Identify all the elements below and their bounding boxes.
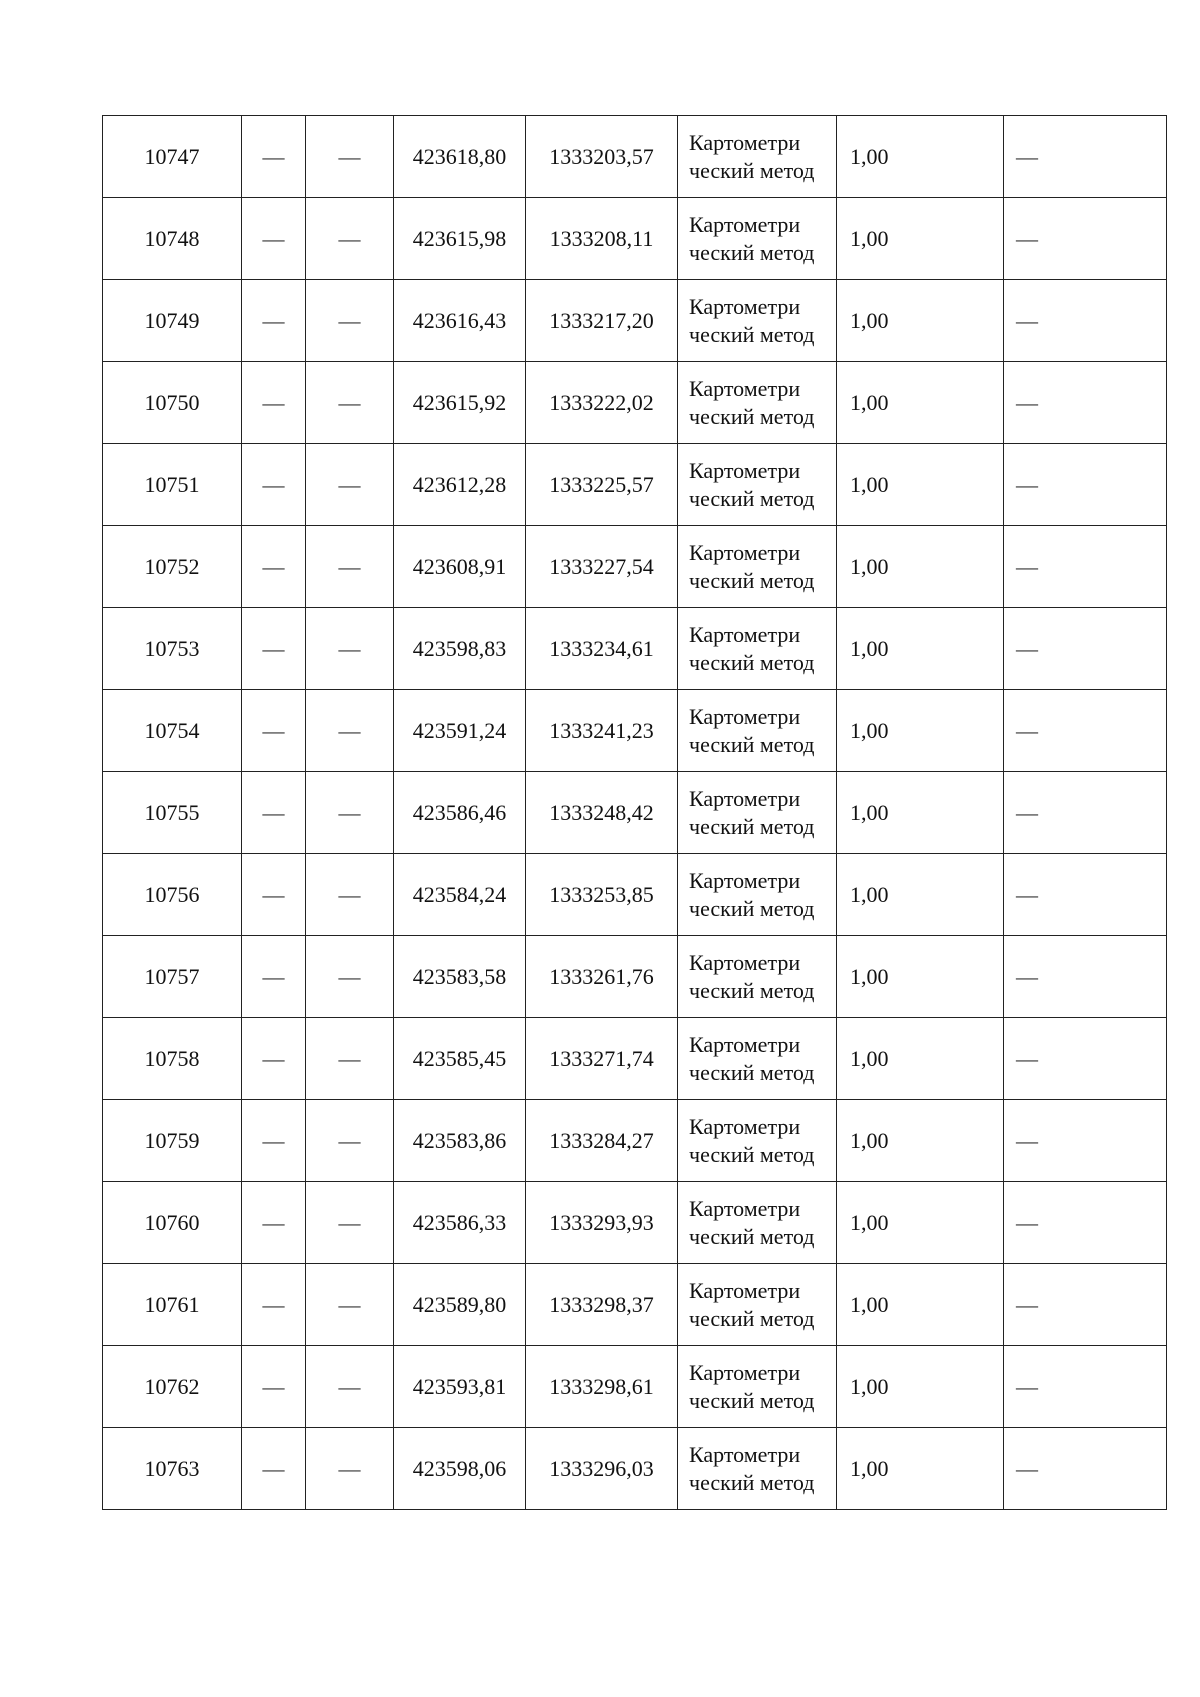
empty-value-cell: — — [306, 1346, 394, 1428]
point-number-cell: 10761 — [103, 1264, 242, 1346]
x-coordinate-cell: 423589,80 — [394, 1264, 526, 1346]
table-row — [103, 1182, 1167, 1264]
method-cell: Картометри ческий метод — [678, 280, 837, 362]
y-coordinate-cell: 1333227,54 — [526, 526, 678, 608]
empty-value-cell: — — [242, 1346, 306, 1428]
method-cell: Картометри ческий метод — [678, 608, 837, 690]
y-coordinate-cell: 1333241,23 — [526, 690, 678, 772]
x-coordinate-cell: 423615,98 — [394, 198, 526, 280]
table-row — [103, 690, 1167, 772]
empty-value-cell: — — [306, 772, 394, 854]
accuracy-cell: 1,00 — [837, 936, 1004, 1018]
empty-value-cell: — — [242, 1264, 306, 1346]
point-number-cell: 10750 — [103, 362, 242, 444]
empty-value-cell: — — [242, 1428, 306, 1510]
y-coordinate-cell: 1333298,61 — [526, 1346, 678, 1428]
point-number-cell: 10758 — [103, 1018, 242, 1100]
empty-value-cell: — — [242, 1182, 306, 1264]
point-number-cell: 10749 — [103, 280, 242, 362]
empty-value-cell: — — [306, 1100, 394, 1182]
empty-value-cell: — — [306, 280, 394, 362]
description-cell: — — [1004, 936, 1167, 1018]
description-cell: — — [1004, 1346, 1167, 1428]
x-coordinate-cell: 423612,28 — [394, 444, 526, 526]
method-cell: Картометри ческий метод — [678, 362, 837, 444]
point-number-cell: 10756 — [103, 854, 242, 936]
accuracy-cell: 1,00 — [837, 854, 1004, 936]
empty-value-cell: — — [242, 608, 306, 690]
empty-value-cell: — — [242, 444, 306, 526]
point-number-cell: 10754 — [103, 690, 242, 772]
empty-value-cell: — — [306, 690, 394, 772]
y-coordinate-cell: 1333208,11 — [526, 198, 678, 280]
description-cell: — — [1004, 116, 1167, 198]
empty-value-cell: — — [306, 526, 394, 608]
table-row — [103, 854, 1167, 936]
method-cell: Картометри ческий метод — [678, 1018, 837, 1100]
empty-value-cell: — — [242, 116, 306, 198]
description-cell: — — [1004, 608, 1167, 690]
point-number-cell: 10757 — [103, 936, 242, 1018]
accuracy-cell: 1,00 — [837, 116, 1004, 198]
empty-value-cell: — — [242, 280, 306, 362]
description-cell: — — [1004, 526, 1167, 608]
empty-value-cell: — — [306, 854, 394, 936]
table-row — [103, 1018, 1167, 1100]
method-cell: Картометри ческий метод — [678, 936, 837, 1018]
accuracy-cell: 1,00 — [837, 362, 1004, 444]
accuracy-cell: 1,00 — [837, 444, 1004, 526]
point-number-cell: 10762 — [103, 1346, 242, 1428]
empty-value-cell: — — [242, 526, 306, 608]
method-cell: Картометри ческий метод — [678, 1264, 837, 1346]
accuracy-cell: 1,00 — [837, 608, 1004, 690]
method-cell: Картометри ческий метод — [678, 1428, 837, 1510]
x-coordinate-cell: 423583,86 — [394, 1100, 526, 1182]
y-coordinate-cell: 1333248,42 — [526, 772, 678, 854]
empty-value-cell: — — [242, 772, 306, 854]
method-cell: Картометри ческий метод — [678, 1346, 837, 1428]
y-coordinate-cell: 1333222,02 — [526, 362, 678, 444]
y-coordinate-cell: 1333293,93 — [526, 1182, 678, 1264]
description-cell: — — [1004, 1264, 1167, 1346]
x-coordinate-cell: 423598,83 — [394, 608, 526, 690]
table-row — [103, 936, 1167, 1018]
empty-value-cell: — — [242, 1018, 306, 1100]
empty-value-cell: — — [306, 116, 394, 198]
empty-value-cell: — — [306, 1428, 394, 1510]
table-row — [103, 526, 1167, 608]
point-number-cell: 10759 — [103, 1100, 242, 1182]
description-cell: — — [1004, 280, 1167, 362]
empty-value-cell: — — [242, 854, 306, 936]
x-coordinate-cell: 423584,24 — [394, 854, 526, 936]
method-cell: Картометри ческий метод — [678, 526, 837, 608]
accuracy-cell: 1,00 — [837, 1264, 1004, 1346]
method-cell: Картометри ческий метод — [678, 772, 837, 854]
accuracy-cell: 1,00 — [837, 526, 1004, 608]
accuracy-cell: 1,00 — [837, 1100, 1004, 1182]
empty-value-cell: — — [242, 198, 306, 280]
description-cell: — — [1004, 1182, 1167, 1264]
y-coordinate-cell: 1333253,85 — [526, 854, 678, 936]
empty-value-cell: — — [306, 444, 394, 526]
table-row — [103, 198, 1167, 280]
empty-value-cell: — — [242, 362, 306, 444]
x-coordinate-cell: 423586,46 — [394, 772, 526, 854]
point-number-cell: 10748 — [103, 198, 242, 280]
accuracy-cell: 1,00 — [837, 1346, 1004, 1428]
table-row — [103, 608, 1167, 690]
x-coordinate-cell: 423615,92 — [394, 362, 526, 444]
empty-value-cell: — — [306, 608, 394, 690]
coordinates-table-body — [103, 116, 1167, 1510]
description-cell: — — [1004, 198, 1167, 280]
description-cell: — — [1004, 854, 1167, 936]
table-row — [103, 1428, 1167, 1510]
point-number-cell: 10747 — [103, 116, 242, 198]
y-coordinate-cell: 1333225,57 — [526, 444, 678, 526]
description-cell: — — [1004, 1018, 1167, 1100]
table-row — [103, 362, 1167, 444]
y-coordinate-cell: 1333261,76 — [526, 936, 678, 1018]
point-number-cell: 10752 — [103, 526, 242, 608]
accuracy-cell: 1,00 — [837, 1018, 1004, 1100]
point-number-cell: 10753 — [103, 608, 242, 690]
point-number-cell: 10751 — [103, 444, 242, 526]
empty-value-cell: — — [306, 362, 394, 444]
point-number-cell: 10760 — [103, 1182, 242, 1264]
accuracy-cell: 1,00 — [837, 198, 1004, 280]
accuracy-cell: 1,00 — [837, 1182, 1004, 1264]
accuracy-cell: 1,00 — [837, 690, 1004, 772]
x-coordinate-cell: 423583,58 — [394, 936, 526, 1018]
description-cell: — — [1004, 1100, 1167, 1182]
y-coordinate-cell: 1333296,03 — [526, 1428, 678, 1510]
empty-value-cell: — — [306, 936, 394, 1018]
y-coordinate-cell: 1333284,27 — [526, 1100, 678, 1182]
description-cell: — — [1004, 1428, 1167, 1510]
x-coordinate-cell: 423585,45 — [394, 1018, 526, 1100]
point-number-cell: 10763 — [103, 1428, 242, 1510]
description-cell: — — [1004, 444, 1167, 526]
table-row — [103, 1100, 1167, 1182]
description-cell: — — [1004, 362, 1167, 444]
method-cell: Картометри ческий метод — [678, 1182, 837, 1264]
empty-value-cell: — — [242, 936, 306, 1018]
empty-value-cell: — — [306, 1264, 394, 1346]
x-coordinate-cell: 423598,06 — [394, 1428, 526, 1510]
y-coordinate-cell: 1333234,61 — [526, 608, 678, 690]
empty-value-cell: — — [306, 198, 394, 280]
x-coordinate-cell: 423586,33 — [394, 1182, 526, 1264]
table-row — [103, 1264, 1167, 1346]
y-coordinate-cell: 1333298,37 — [526, 1264, 678, 1346]
table-row — [103, 280, 1167, 362]
method-cell: Картометри ческий метод — [678, 444, 837, 526]
x-coordinate-cell: 423608,91 — [394, 526, 526, 608]
y-coordinate-cell: 1333203,57 — [526, 116, 678, 198]
description-cell: — — [1004, 772, 1167, 854]
method-cell: Картометри ческий метод — [678, 854, 837, 936]
x-coordinate-cell: 423593,81 — [394, 1346, 526, 1428]
table-row — [103, 116, 1167, 198]
y-coordinate-cell: 1333217,20 — [526, 280, 678, 362]
empty-value-cell: — — [242, 1100, 306, 1182]
table-row — [103, 444, 1167, 526]
x-coordinate-cell: 423591,24 — [394, 690, 526, 772]
empty-value-cell: — — [242, 690, 306, 772]
description-cell: — — [1004, 690, 1167, 772]
accuracy-cell: 1,00 — [837, 772, 1004, 854]
coordinates-table — [102, 115, 1167, 1510]
table-row — [103, 1346, 1167, 1428]
method-cell: Картометри ческий метод — [678, 1100, 837, 1182]
table-row — [103, 772, 1167, 854]
empty-value-cell: — — [306, 1018, 394, 1100]
method-cell: Картометри ческий метод — [678, 690, 837, 772]
accuracy-cell: 1,00 — [837, 280, 1004, 362]
accuracy-cell: 1,00 — [837, 1428, 1004, 1510]
y-coordinate-cell: 1333271,74 — [526, 1018, 678, 1100]
method-cell: Картометри ческий метод — [678, 198, 837, 280]
point-number-cell: 10755 — [103, 772, 242, 854]
x-coordinate-cell: 423616,43 — [394, 280, 526, 362]
empty-value-cell: — — [306, 1182, 394, 1264]
x-coordinate-cell: 423618,80 — [394, 116, 526, 198]
method-cell: Картометри ческий метод — [678, 116, 837, 198]
